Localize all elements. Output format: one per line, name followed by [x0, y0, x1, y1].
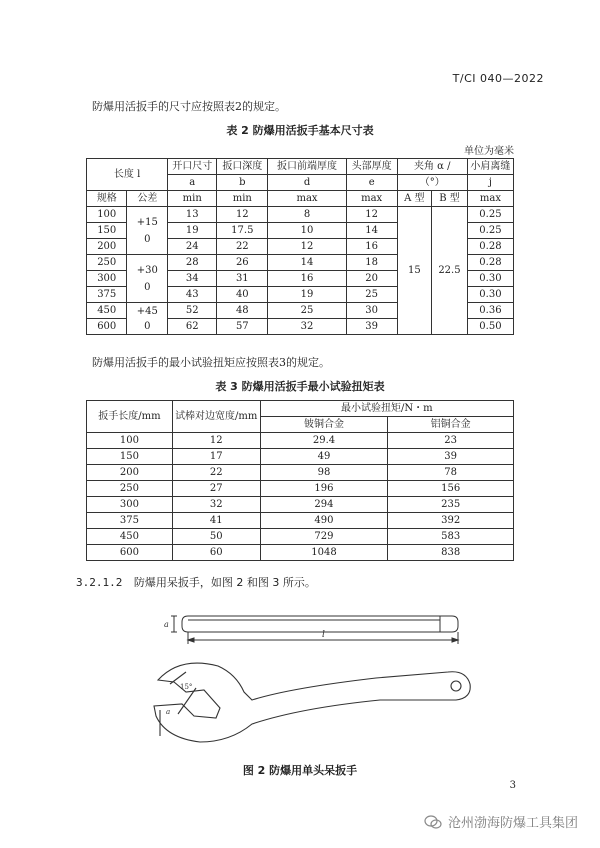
t2-cell: 0.28 — [467, 239, 513, 255]
t3-cell: 392 — [388, 513, 514, 529]
t3-cell: 50 — [172, 529, 260, 545]
t3-cell: 29.4 — [260, 433, 388, 449]
t2-cell: 16 — [268, 271, 346, 287]
wechat-icon — [424, 815, 442, 829]
t2-cell: 39 — [346, 319, 397, 335]
t3-cell: 196 — [260, 481, 388, 497]
t2-cell: 250 — [87, 255, 127, 271]
t3-cell: 838 — [388, 545, 514, 561]
t2-tol-plus: +15 — [136, 216, 158, 228]
t3-cell: 235 — [388, 497, 514, 513]
t2-head-gap-sym: j — [467, 175, 513, 191]
angle-label: 15° — [180, 683, 193, 691]
t3-cell: 17 — [172, 449, 260, 465]
t3-cell: 156 — [388, 481, 514, 497]
t2-cell: 18 — [346, 255, 397, 271]
table2 — [86, 158, 514, 335]
spanner-side-view — [171, 616, 458, 644]
t2-cell: 40 — [217, 287, 268, 303]
table3 — [86, 400, 514, 561]
t2-cell: 0.25 — [467, 223, 513, 239]
t3-head-length: 扳手长度/mm — [87, 401, 173, 433]
t3-cell: 490 — [260, 513, 388, 529]
table-row — [87, 433, 514, 449]
t2-cell: 19 — [268, 287, 346, 303]
spanner-top-view — [154, 663, 470, 742]
t2-head-gap-lim: max — [467, 191, 513, 207]
t2-cell: 30 — [346, 303, 397, 319]
t2-head-front-lim: max — [268, 191, 346, 207]
t2-head-head: 头部厚度 — [346, 159, 397, 175]
t2-head-open: 开口尺寸 — [168, 159, 217, 175]
paragraph-table3-intro: 防爆用活扳手的最小试验扭矩应按照表3的规定。 — [92, 356, 330, 369]
t3-cell: 100 — [87, 433, 173, 449]
t2-head-tol: 公差 — [127, 191, 168, 207]
t2-cell: 600 — [87, 319, 127, 335]
table-row — [87, 449, 514, 465]
t2-cell: 450 — [87, 303, 127, 319]
table2-unit: 单位为毫米 — [464, 146, 514, 157]
table-row — [87, 207, 514, 223]
t2-cell: 12 — [268, 239, 346, 255]
section-heading — [76, 574, 316, 590]
t2-tol-zero: 0 — [144, 320, 151, 332]
t2-tol-plus: +45 — [136, 305, 158, 317]
t2-head-length: 长度 l — [87, 159, 168, 191]
t2-cell: 43 — [168, 287, 217, 303]
t2-cell: 10 — [268, 223, 346, 239]
t3-cell: 200 — [87, 465, 173, 481]
t2-head-front-sym: d — [268, 175, 346, 191]
t2-cell: 22 — [217, 239, 268, 255]
t2-head-front: 扳口前端厚度 — [268, 159, 346, 175]
table-row — [87, 529, 514, 545]
t3-cell: 49 — [260, 449, 388, 465]
t3-cell: 250 — [87, 481, 173, 497]
t3-head-bar: 试棒对边宽度/mm — [172, 401, 260, 433]
t2-cell: 25 — [346, 287, 397, 303]
table-row — [87, 465, 514, 481]
t2-cell: 52 — [168, 303, 217, 319]
section-number: 3.2.1.2 — [76, 576, 123, 589]
watermark — [424, 812, 578, 831]
t2-angle-b-value: 22.5 — [432, 207, 468, 335]
t2-cell: 17.5 — [217, 223, 268, 239]
t2-cell: 100 — [87, 207, 127, 223]
t2-cell: 28 — [168, 255, 217, 271]
t2-tol-zero: 0 — [144, 281, 151, 293]
t2-cell: 20 — [346, 271, 397, 287]
t3-cell: 729 — [260, 529, 388, 545]
document-code: T/CI 040—2022 — [452, 72, 544, 85]
dim-a-top-label: a — [166, 708, 171, 716]
t3-cell: 150 — [87, 449, 173, 465]
t2-cell: 34 — [168, 271, 217, 287]
t2-cell: 48 — [217, 303, 268, 319]
t3-cell: 60 — [172, 545, 260, 561]
t2-cell: 0.36 — [467, 303, 513, 319]
t2-cell: 14 — [346, 223, 397, 239]
t2-cell: 12 — [346, 207, 397, 223]
section-text: 防爆用呆扳手，如图 2 和图 3 所示。 — [133, 576, 316, 589]
t2-cell: 16 — [346, 239, 397, 255]
t3-cell: 1048 — [260, 545, 388, 561]
t2-head-depth-sym: b — [217, 175, 268, 191]
t3-cell: 32 — [172, 497, 260, 513]
t2-tol-plus: +30 — [136, 264, 158, 276]
t3-cell: 375 — [87, 513, 173, 529]
watermark-text: 沧州渤海防爆工具集团 — [447, 816, 578, 831]
t2-head-depth: 扳口深度 — [217, 159, 268, 175]
t2-head-open-lim: min — [168, 191, 217, 207]
t3-head-torque: 最小试验扭矩/N・m — [260, 401, 513, 417]
table3-caption: 表 3 防爆用活扳手最小试验扭矩表 — [215, 380, 385, 393]
t3-head-becu: 铍铜合金 — [260, 417, 388, 433]
t3-cell: 78 — [388, 465, 514, 481]
t2-head-angle-unit: （°） — [397, 175, 467, 191]
table-row — [87, 481, 514, 497]
t2-cell: 300 — [87, 271, 127, 287]
t3-cell: 450 — [87, 529, 173, 545]
t2-cell: 62 — [168, 319, 217, 335]
t2-head-angle-a: A 型 — [397, 191, 431, 207]
t2-head-head-lim: max — [346, 191, 397, 207]
t2-tol-cell — [127, 303, 168, 335]
t2-cell: 0.50 — [467, 319, 513, 335]
t2-cell: 12 — [217, 207, 268, 223]
t2-head-gap: 小肩离缝 — [467, 159, 513, 175]
t2-cell: 0.30 — [467, 271, 513, 287]
t2-cell: 13 — [168, 207, 217, 223]
t3-cell: 22 — [172, 465, 260, 481]
t2-cell: 8 — [268, 207, 346, 223]
t3-head-alcu: 铝铜合金 — [388, 417, 514, 433]
page-number: 3 — [509, 780, 516, 791]
figure-caption: 图 2 防爆用单头呆扳手 — [242, 764, 358, 777]
t2-cell: 0.30 — [467, 287, 513, 303]
t3-cell: 23 — [388, 433, 514, 449]
t2-cell: 31 — [217, 271, 268, 287]
table2-caption: 表 2 防爆用活扳手基本尺寸表 — [226, 124, 374, 137]
t2-cell: 25 — [268, 303, 346, 319]
t2-head-open-sym: a — [168, 175, 217, 191]
t2-tol-zero: 0 — [144, 233, 151, 245]
t2-head-angle: 夹角 α / — [397, 159, 467, 175]
t2-cell: 14 — [268, 255, 346, 271]
t2-head-angle-b: B 型 — [432, 191, 468, 207]
t2-head-depth-lim: min — [217, 191, 268, 207]
t2-cell: 150 — [87, 223, 127, 239]
spanner-figure — [140, 596, 480, 756]
t2-head-head-sym: e — [346, 175, 397, 191]
dim-a-label: a — [164, 620, 169, 629]
t2-cell: 32 — [268, 319, 346, 335]
dim-l-label: l — [322, 630, 325, 640]
table-row — [87, 545, 514, 561]
t3-cell: 27 — [172, 481, 260, 497]
t2-tol-cell — [127, 207, 168, 255]
t3-cell: 98 — [260, 465, 388, 481]
t3-cell: 294 — [260, 497, 388, 513]
t2-cell: 26 — [217, 255, 268, 271]
table-row — [87, 513, 514, 529]
t2-angle-a-value: 15 — [397, 207, 431, 335]
t2-cell: 375 — [87, 287, 127, 303]
t2-cell: 24 — [168, 239, 217, 255]
t3-cell: 600 — [87, 545, 173, 561]
t2-cell: 0.28 — [467, 255, 513, 271]
paragraph-table2-intro: 防爆用活扳手的尺寸应按照表2的规定。 — [92, 100, 286, 113]
t3-cell: 300 — [87, 497, 173, 513]
t3-cell: 12 — [172, 433, 260, 449]
t2-tol-cell — [127, 255, 168, 303]
t2-cell: 0.25 — [467, 207, 513, 223]
t2-cell: 200 — [87, 239, 127, 255]
t2-cell: 19 — [168, 223, 217, 239]
table-row — [87, 497, 514, 513]
t3-cell: 583 — [388, 529, 514, 545]
t2-cell: 57 — [217, 319, 268, 335]
t2-head-spec: 规格 — [87, 191, 127, 207]
t3-cell: 39 — [388, 449, 514, 465]
t3-cell: 41 — [172, 513, 260, 529]
